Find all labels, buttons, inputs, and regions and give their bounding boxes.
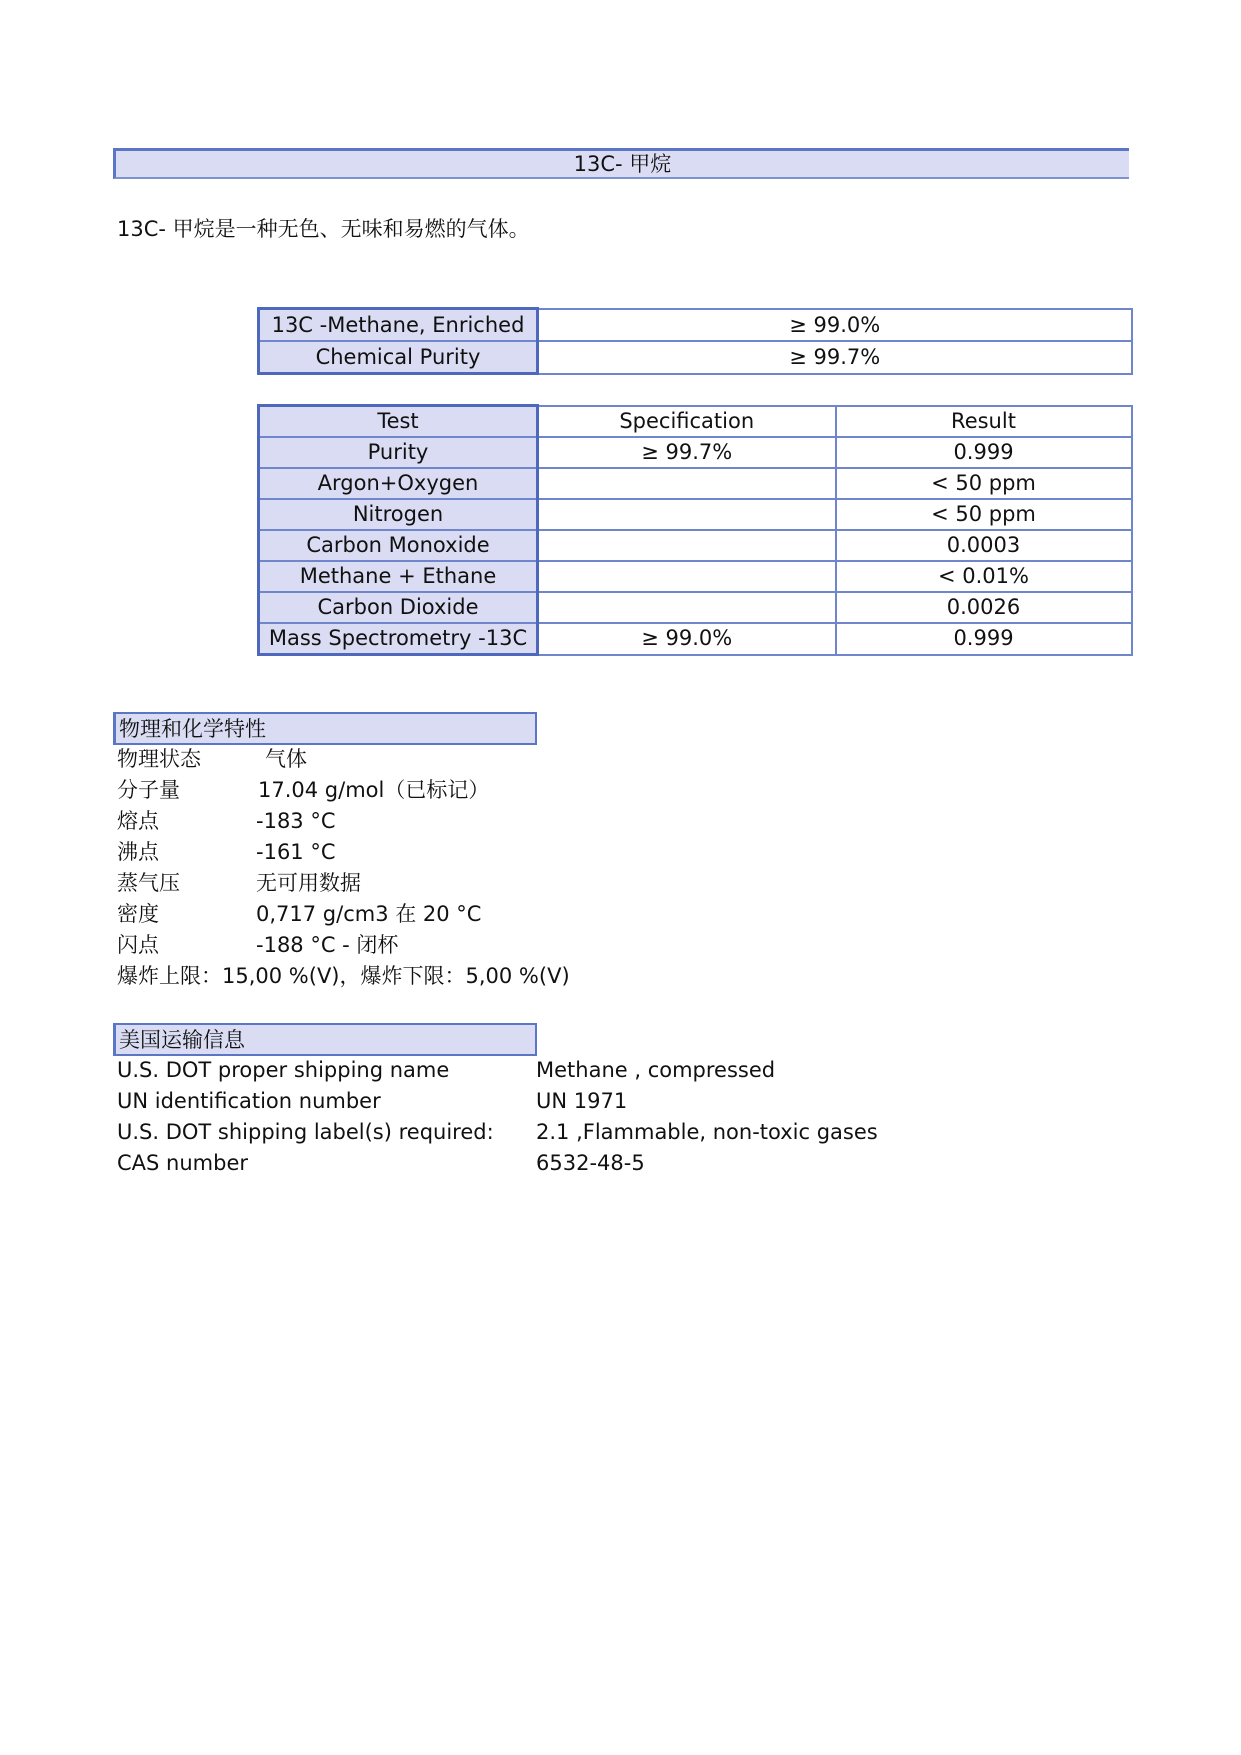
shipping-value: UN 1971	[536, 1089, 628, 1113]
property-value: -161 °C	[256, 840, 336, 864]
test-spec: ≥ 99.7%	[538, 437, 836, 468]
properties-list	[117, 744, 817, 992]
property-key: 沸点	[117, 840, 159, 864]
summary-row	[259, 309, 1132, 342]
table-row	[259, 592, 1132, 623]
property-row	[117, 930, 817, 961]
property-value: -183 °C	[256, 809, 336, 833]
table-row	[259, 468, 1132, 499]
test-name: Argon+Oxygen	[259, 468, 538, 499]
test-spec: ≥ 99.0%	[538, 623, 836, 655]
shipping-key: U.S. DOT shipping label(s) required:	[117, 1120, 494, 1144]
property-row	[117, 837, 817, 868]
property-key: 分子量	[117, 778, 180, 802]
test-name: Purity	[259, 437, 538, 468]
shipping-row	[117, 1055, 1017, 1086]
shipping-list	[117, 1055, 1017, 1179]
shipping-value: Methane , compressed	[536, 1058, 776, 1082]
shipping-row	[117, 1117, 1017, 1148]
test-spec	[538, 499, 836, 530]
property-key: 闪点	[117, 933, 159, 957]
property-value: 17.04 g/mol（已标记）	[258, 778, 490, 802]
test-name: Nitrogen	[259, 499, 538, 530]
test-spec	[538, 561, 836, 592]
summary-label: 13C -Methane, Enriched	[259, 309, 538, 342]
test-spec	[538, 530, 836, 561]
table-row	[259, 623, 1132, 655]
table-row	[259, 499, 1132, 530]
document-title: 13C- 甲烷	[113, 148, 1129, 179]
test-results-table	[257, 404, 1133, 656]
shipping-value: 6532-48-5	[536, 1151, 645, 1175]
property-value: 气体	[265, 747, 307, 771]
test-name: Methane + Ethane	[259, 561, 538, 592]
intro-text: 13C- 甲烷是一种无色、无味和易燃的气体。	[117, 217, 530, 241]
test-result: 0.999	[836, 437, 1132, 468]
summary-value: ≥ 99.7%	[538, 341, 1132, 374]
test-result: < 0.01%	[836, 561, 1132, 592]
property-row	[117, 744, 817, 775]
property-value: 0,717 g/cm3 在 20 °C	[256, 902, 482, 926]
summary-row	[259, 341, 1132, 374]
header-test: Test	[259, 406, 538, 438]
test-result: < 50 ppm	[836, 499, 1132, 530]
test-result: 0.0026	[836, 592, 1132, 623]
property-row	[117, 868, 817, 899]
header-specification: Specification	[538, 406, 836, 438]
test-name: Mass Spectrometry -13C	[259, 623, 538, 655]
table-header-row	[259, 406, 1132, 438]
test-spec	[538, 468, 836, 499]
explosion-limits-row	[117, 961, 817, 992]
test-result: 0.0003	[836, 530, 1132, 561]
property-key: 物理状态	[117, 747, 201, 771]
header-result: Result	[836, 406, 1132, 438]
property-key: 密度	[117, 902, 159, 926]
table-row	[259, 530, 1132, 561]
properties-heading: 物理和化学特性	[113, 712, 537, 745]
purity-summary-table	[257, 307, 1133, 375]
shipping-row	[117, 1086, 1017, 1117]
summary-label: Chemical Purity	[259, 341, 538, 374]
shipping-row	[117, 1148, 1017, 1179]
shipping-key: UN identification number	[117, 1089, 381, 1113]
table-row	[259, 437, 1132, 468]
shipping-key: U.S. DOT proper shipping name	[117, 1058, 450, 1082]
property-key: 蒸气压	[117, 871, 180, 895]
property-key: 熔点	[117, 809, 159, 833]
property-value: 无可用数据	[256, 871, 361, 895]
property-row	[117, 806, 817, 837]
property-value: -188 °C - 闭杯	[256, 933, 399, 957]
test-result: 0.999	[836, 623, 1132, 655]
test-name: Carbon Monoxide	[259, 530, 538, 561]
test-spec	[538, 592, 836, 623]
test-name: Carbon Dioxide	[259, 592, 538, 623]
explosion-limits: 爆炸上限：15,00 %(V)，爆炸下限：5,00 %(V)	[117, 964, 570, 988]
summary-value: ≥ 99.0%	[538, 309, 1132, 342]
table-row	[259, 561, 1132, 592]
shipping-value: 2.1 ,Flammable, non-toxic gases	[536, 1120, 878, 1144]
test-result: < 50 ppm	[836, 468, 1132, 499]
shipping-key: CAS number	[117, 1151, 248, 1175]
property-row	[117, 899, 817, 930]
shipping-heading: 美国运输信息	[113, 1023, 537, 1056]
property-row	[117, 775, 817, 806]
